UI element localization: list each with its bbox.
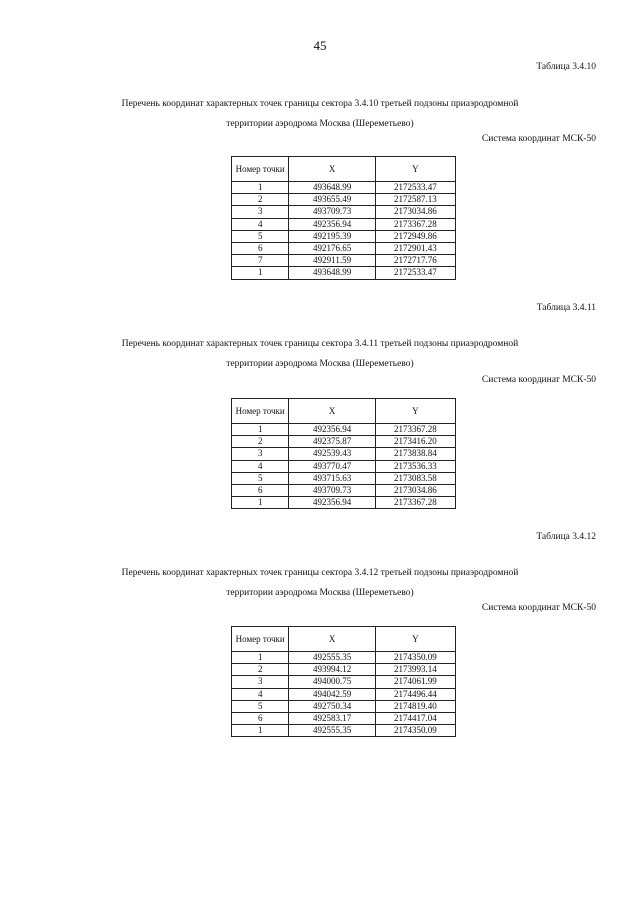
- cell-y: 2172533.47: [375, 267, 455, 279]
- cell-x: 492356.94: [289, 424, 375, 436]
- coordinates-table: [231, 156, 456, 280]
- caption-line: Перечень координат характерных точек границы сектора 3.4.12 третьей подзоны приаэродромной: [121, 568, 519, 578]
- cell-y: 2172533.47: [375, 182, 455, 194]
- cell-x: 494042.59: [289, 688, 375, 700]
- cell-x: 492195.39: [289, 230, 375, 242]
- table-row: [232, 424, 456, 436]
- cell-y: 2173034.86: [375, 484, 455, 496]
- cell-point-number: 3: [232, 448, 289, 460]
- header-point-number: Номер точки: [232, 157, 289, 182]
- table-row: [232, 230, 456, 242]
- caption-line: территории аэродрома Москва (Шереметьево): [226, 588, 414, 598]
- table-row: [232, 712, 456, 724]
- table-row: [232, 664, 456, 676]
- table-row: [232, 700, 456, 712]
- cell-y: 2172717.76: [375, 255, 455, 267]
- table-row: [232, 497, 456, 509]
- table-row: [232, 194, 456, 206]
- cell-point-number: 2: [232, 436, 289, 448]
- table-caption: [100, 94, 540, 134]
- table-row: [232, 436, 456, 448]
- cell-point-number: 3: [232, 676, 289, 688]
- cell-y: 2172587.13: [375, 194, 455, 206]
- table-row: [232, 242, 456, 254]
- table-row: [232, 218, 456, 230]
- table-row: [232, 267, 456, 279]
- coordinate-system-label: Система координат МСК-50: [481, 375, 596, 385]
- cell-x: 492356.94: [289, 218, 375, 230]
- header-point-number: Номер точки: [232, 627, 289, 652]
- cell-point-number: 7: [232, 255, 289, 267]
- cell-point-number: 5: [232, 230, 289, 242]
- cell-x: 492750.34: [289, 700, 375, 712]
- cell-x: 492555.35: [289, 725, 375, 737]
- cell-y: 2173367.28: [375, 218, 455, 230]
- cell-x: 493648.99: [289, 182, 375, 194]
- header-point-number: Номер точки: [232, 399, 289, 424]
- coordinate-system-label: Система координат МСК-50: [481, 603, 596, 613]
- cell-y: 2172949.86: [375, 230, 455, 242]
- cell-point-number: 5: [232, 472, 289, 484]
- cell-point-number: 4: [232, 218, 289, 230]
- cell-point-number: 6: [232, 712, 289, 724]
- table-label: Таблица 3.4.10: [536, 62, 596, 72]
- page-number: 45: [313, 38, 327, 53]
- cell-y: 2173536.33: [375, 460, 455, 472]
- cell-x: 492176.65: [289, 242, 375, 254]
- cell-point-number: 4: [232, 460, 289, 472]
- cell-x: 492539.43: [289, 448, 375, 460]
- table-row: [232, 448, 456, 460]
- header-y: Y: [375, 157, 455, 182]
- caption-line: территории аэродрома Москва (Шереметьево): [226, 359, 414, 369]
- coordinates-table: [231, 626, 456, 737]
- cell-y: 2172901.43: [375, 242, 455, 254]
- table-caption: [100, 334, 540, 374]
- table-row: [232, 182, 456, 194]
- caption-line: Перечень координат характерных точек границы сектора 3.4.11 третьей подзоны приаэродромной: [121, 339, 519, 349]
- cell-y: 2173367.28: [375, 497, 455, 509]
- caption-line: Перечень координат характерных точек границы сектора 3.4.10 третьей подзоны приаэродромной: [121, 99, 519, 109]
- cell-x: 493709.73: [289, 484, 375, 496]
- cell-x: 493709.73: [289, 206, 375, 218]
- cell-y: 2173416.20: [375, 436, 455, 448]
- cell-x: 492583.17: [289, 712, 375, 724]
- header-x: X: [289, 627, 375, 652]
- cell-y: 2173034.86: [375, 206, 455, 218]
- cell-x: 493648.99: [289, 267, 375, 279]
- header-x: X: [289, 399, 375, 424]
- cell-y: 2174061.99: [375, 676, 455, 688]
- cell-point-number: 1: [232, 652, 289, 664]
- cell-y: 2173083.58: [375, 472, 455, 484]
- cell-point-number: 1: [232, 424, 289, 436]
- table-row: [232, 725, 456, 737]
- table-header-row: [232, 157, 456, 182]
- cell-x: 492356.94: [289, 497, 375, 509]
- cell-x: 493715.63: [289, 472, 375, 484]
- cell-x: 492375.87: [289, 436, 375, 448]
- header-y: Y: [375, 627, 455, 652]
- cell-y: 2174350.09: [375, 652, 455, 664]
- cell-y: 2174350.09: [375, 725, 455, 737]
- cell-x: 492555.35: [289, 652, 375, 664]
- cell-point-number: 1: [232, 182, 289, 194]
- cell-y: 2174417.04: [375, 712, 455, 724]
- cell-x: 493770.47: [289, 460, 375, 472]
- cell-point-number: 6: [232, 484, 289, 496]
- cell-x: 493994.12: [289, 664, 375, 676]
- cell-x: 492911.59: [289, 255, 375, 267]
- table-caption: [100, 563, 540, 603]
- cell-y: 2174819.40: [375, 700, 455, 712]
- cell-y: 2174496.44: [375, 688, 455, 700]
- cell-point-number: 2: [232, 194, 289, 206]
- table-row: [232, 484, 456, 496]
- table-row: [232, 676, 456, 688]
- cell-point-number: 1: [232, 267, 289, 279]
- table-row: [232, 688, 456, 700]
- table-row: [232, 255, 456, 267]
- table-label: Таблица 3.4.12: [536, 532, 596, 542]
- cell-x: 493655.49: [289, 194, 375, 206]
- cell-y: 2173838.84: [375, 448, 455, 460]
- cell-y: 2173367.28: [375, 424, 455, 436]
- coordinate-system-label: Система координат МСК-50: [481, 134, 596, 144]
- cell-point-number: 4: [232, 688, 289, 700]
- cell-point-number: 2: [232, 664, 289, 676]
- cell-point-number: 1: [232, 725, 289, 737]
- cell-point-number: 6: [232, 242, 289, 254]
- table-label: Таблица 3.4.11: [536, 303, 596, 313]
- cell-point-number: 5: [232, 700, 289, 712]
- table-header-row: [232, 627, 456, 652]
- cell-y: 2173993.14: [375, 664, 455, 676]
- table-row: [232, 652, 456, 664]
- header-y: Y: [375, 399, 455, 424]
- table-row: [232, 472, 456, 484]
- table-row: [232, 206, 456, 218]
- cell-point-number: 1: [232, 497, 289, 509]
- table-header-row: [232, 399, 456, 424]
- cell-point-number: 3: [232, 206, 289, 218]
- cell-x: 494000.75: [289, 676, 375, 688]
- coordinates-table: [231, 398, 456, 509]
- table-row: [232, 460, 456, 472]
- caption-line: территории аэродрома Москва (Шереметьево): [226, 119, 414, 129]
- header-x: X: [289, 157, 375, 182]
